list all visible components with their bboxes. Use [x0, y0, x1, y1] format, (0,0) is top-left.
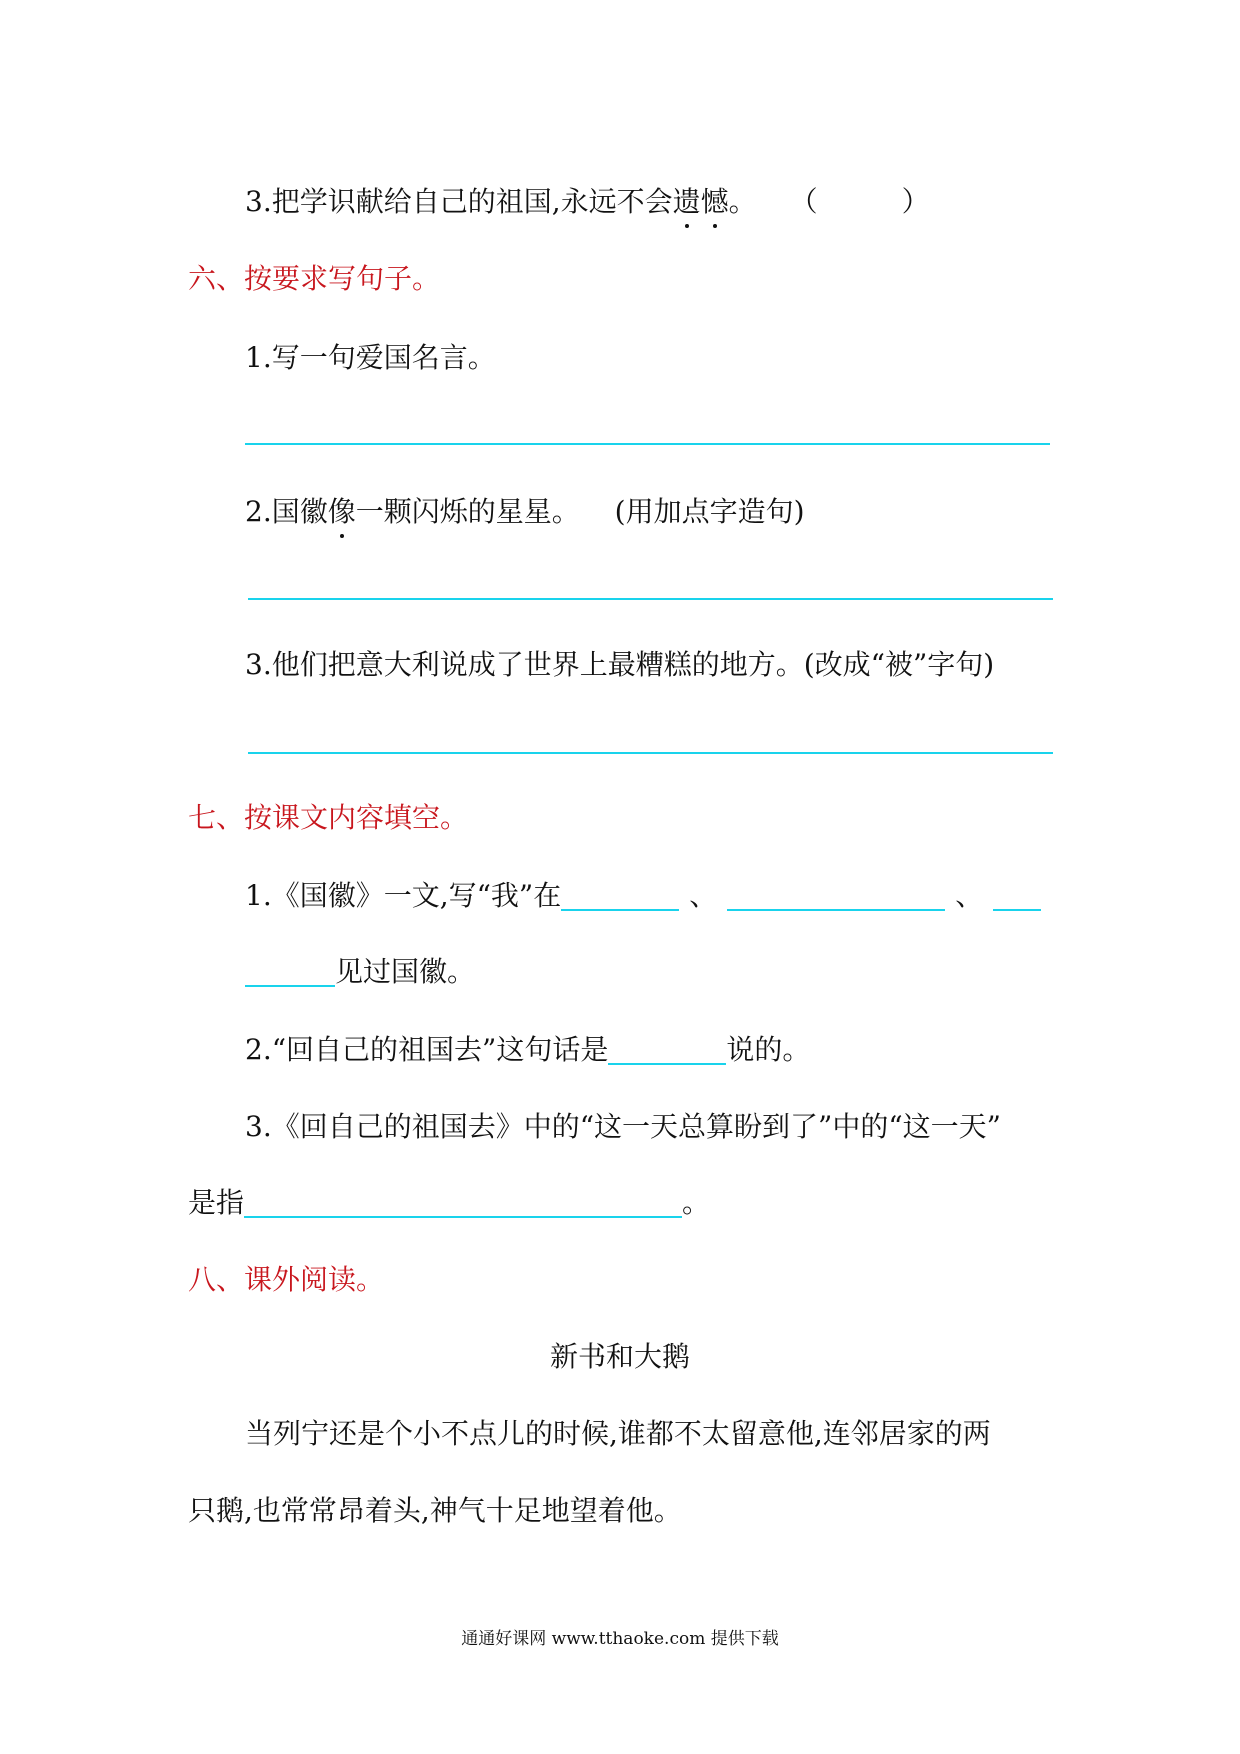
q6-item2-answer-line[interactable] [248, 598, 1053, 600]
q6-item2-hint: (用加点字造句) [614, 495, 805, 528]
q7-item2-text-end: 说的。 [726, 1033, 811, 1066]
q5-item3-text: 3.把学识献给自己的祖国,永远不会 [245, 185, 673, 218]
passage-paragraph-line-2: 只鹅,也常常昂着头,神气十足地望着他。 [188, 1494, 682, 1527]
q7-item2-blank[interactable] [608, 1039, 726, 1065]
q7-item1-separator-1: 、 [689, 879, 718, 912]
q6-item1-answer-line[interactable] [245, 443, 1050, 445]
q7-item3-text-end: 。 [682, 1186, 711, 1219]
q7-heading: 七、按课文内容填空。 [188, 801, 469, 834]
q7-item1-blank-1[interactable] [561, 885, 679, 911]
q7-item3-text: 是指 [188, 1186, 245, 1219]
q7-item2-text: 2.“回自己的祖国去”这句话是 [245, 1033, 609, 1066]
q7-item1-continued [245, 952, 475, 992]
q8-heading: 八、课外阅读。 [188, 1263, 385, 1296]
q6-item3-answer-line[interactable] [248, 752, 1053, 754]
q5-item3-answer-paren[interactable]: （ ） [789, 185, 930, 218]
q7-item1 [245, 876, 1041, 916]
q5-item3 [245, 182, 930, 222]
footer-source: 通通好课网 www.tthaoke.com 提供下载 [461, 1629, 779, 1649]
q6-item2-text-end: 一颗闪烁的星星。 [355, 495, 580, 528]
q6-item2-dotted-char: 像 [328, 492, 356, 532]
passage-paragraph-line-1: 当列宁还是个小不点儿的时候,谁都不太留意他,连邻居家的两 [245, 1417, 991, 1450]
q7-item1-separator-2: 、 [955, 879, 984, 912]
q7-item1-text: 1.《国徽》一文,写“我”在 [245, 879, 562, 912]
q5-item3-dotted-char-2: 憾 [701, 182, 729, 222]
q5-item3-end: 。 [728, 185, 757, 218]
q6-item3: 3.他们把意大利说成了世界上最糟糕的地方。(改成“被”字句) [245, 648, 995, 681]
q7-item1-blank-3-end[interactable] [245, 961, 335, 987]
q6-item1: 1.写一句爱国名言。 [245, 341, 496, 374]
q6-heading: 六、按要求写句子。 [188, 262, 441, 295]
q7-item3-blank[interactable] [244, 1192, 682, 1218]
q7-item3: 3.《回自己的祖国去》中的“这一天总算盼到了”中的“这一天” [245, 1110, 1001, 1143]
passage-title: 新书和大鹅 [549, 1340, 690, 1373]
q7-item1-text-end: 见过国徽。 [335, 955, 476, 988]
q7-item2 [245, 1030, 810, 1070]
q6-item2 [245, 492, 805, 532]
q7-item3-continued [188, 1183, 710, 1223]
q7-item1-blank-2[interactable] [727, 885, 945, 911]
q5-item3-dotted-char-1: 遗 [673, 182, 701, 222]
q6-item2-text: 2.国徽 [245, 495, 328, 528]
q7-item1-blank-3-start[interactable] [993, 885, 1041, 911]
